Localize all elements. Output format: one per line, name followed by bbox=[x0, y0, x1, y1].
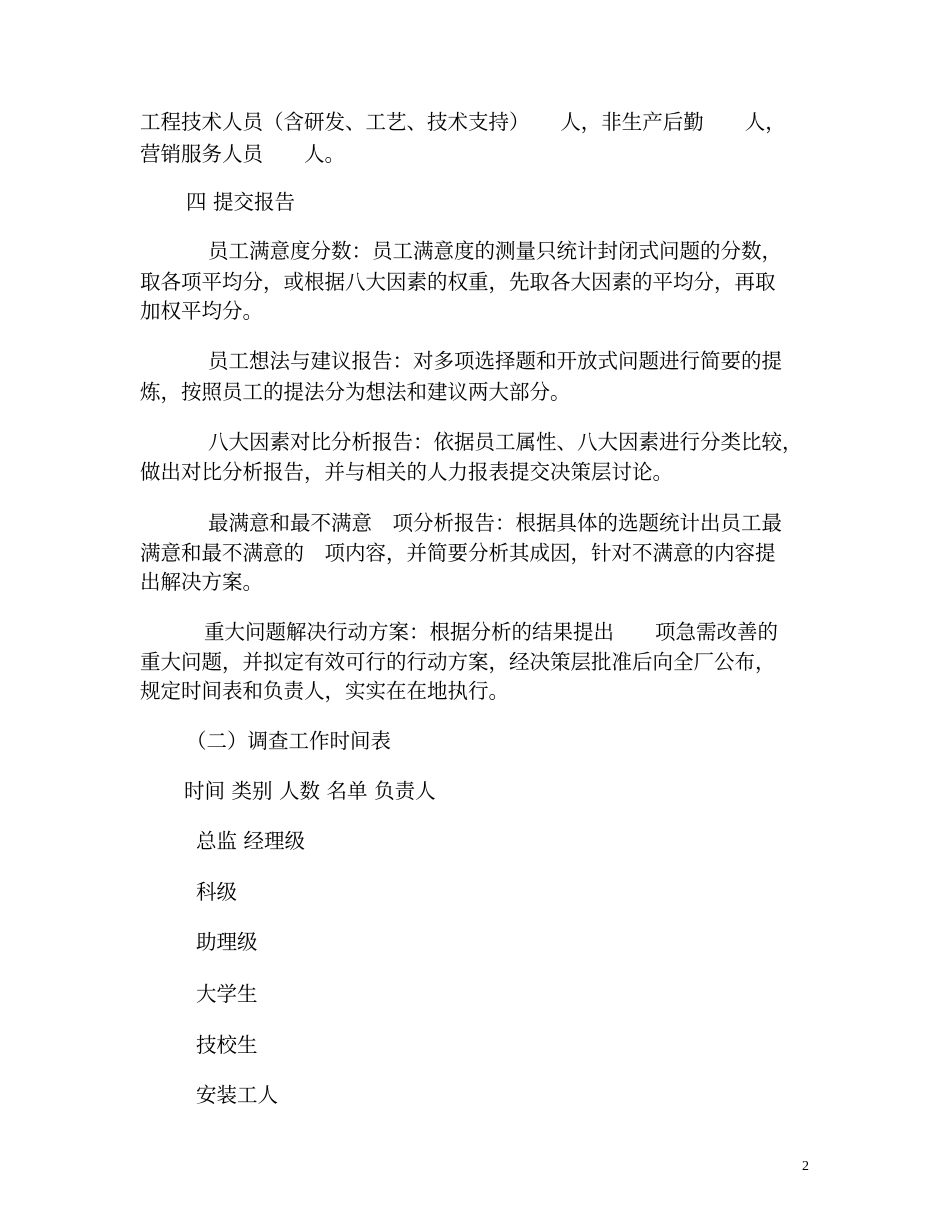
text-line: 员工满意度分数：员工满意度的测量只统计封闭式问题的分数， bbox=[208, 239, 782, 263]
schedule-row: 助理级 bbox=[196, 930, 258, 954]
text-line: 重大问题解决行动方案：根据分析的结果提出 项急需改善的 bbox=[204, 620, 778, 644]
text-line: 八大因素对比分析报告：依据员工属性、八大因素进行分类比较， bbox=[208, 430, 803, 454]
schedule-row: 技校生 bbox=[196, 1033, 258, 1057]
text-line: 炼，按照员工的提法分为想法和建议两大部分。 bbox=[140, 380, 571, 404]
text-line: 员工想法与建议报告：对多项选择题和开放式问题进行简要的提 bbox=[208, 349, 782, 373]
text-line: 工程技术人员（含研发、工艺、技术支持） 人，非生产后勤 人， bbox=[140, 110, 786, 134]
text-line: 重大问题，并拟定有效可行的行动方案，经决策层批准后向全厂公布， bbox=[140, 650, 776, 674]
schedule-row: 大学生 bbox=[196, 982, 258, 1006]
text-line: 满意和最不满意的 项内容，并简要分析其成因，针对不满意的内容提 bbox=[140, 541, 776, 565]
text-line: 取各项平均分，或根据八大因素的权重，先取各大因素的平均分，再取 bbox=[140, 270, 776, 294]
text-line: 加权平均分。 bbox=[140, 299, 263, 323]
text-line: 出解决方案。 bbox=[140, 570, 263, 594]
text-line: 营销服务人员 人。 bbox=[140, 142, 345, 166]
section-heading: 四 提交报告 bbox=[186, 190, 296, 214]
schedule-row: 安装工人 bbox=[196, 1083, 278, 1107]
text-line: 规定时间表和负责人，实实在在地执行。 bbox=[140, 679, 509, 703]
schedule-header: 时间 类别 人数 名单 负责人 bbox=[184, 779, 436, 803]
page-number: 2 bbox=[802, 1159, 809, 1174]
text-line: 做出对比分析报告，并与相关的人力报表提交决策层讨论。 bbox=[140, 460, 673, 484]
section-heading: （二）调查工作时间表 bbox=[186, 729, 391, 753]
schedule-row: 总监 经理级 bbox=[196, 829, 306, 853]
schedule-row: 科级 bbox=[196, 880, 237, 904]
text-line: 最满意和最不满意 项分析报告：根据具体的选题统计出员工最 bbox=[208, 511, 782, 535]
